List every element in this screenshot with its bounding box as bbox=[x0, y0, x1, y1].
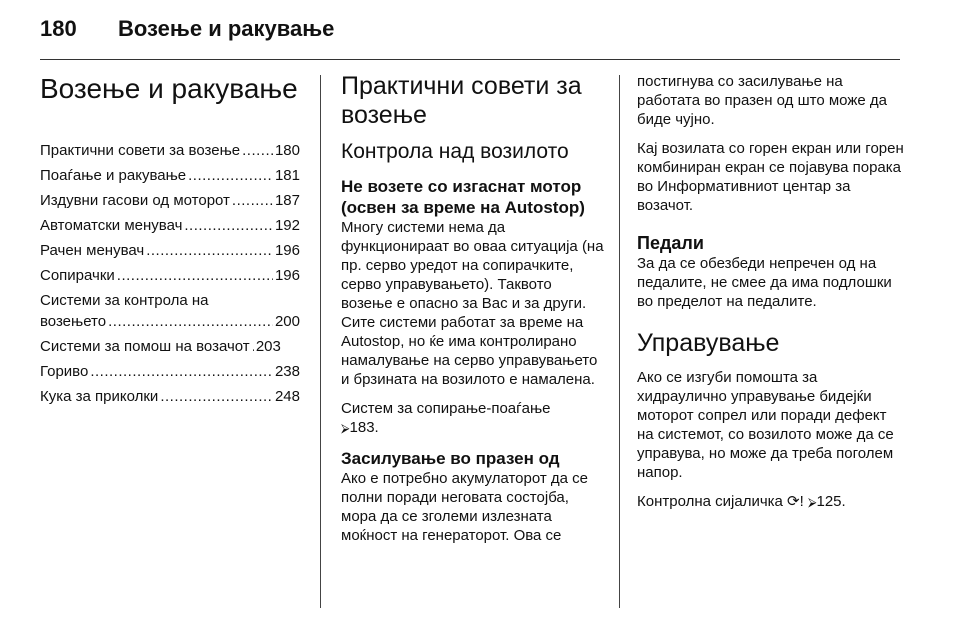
toc-entry-text: Кука за приколки bbox=[40, 388, 159, 405]
paragraph-display-message: Кај возилата со горен екран или горен комбиниран екран се појавува порака во Информативниот центар за возачот. bbox=[637, 140, 904, 214]
toc-entry-page: 187 bbox=[274, 192, 300, 209]
toc-entry-text: возењето bbox=[40, 313, 107, 330]
paragraph-engine-off: Многу системи нема да функционираат во оваа ситуација (на пр. серво уредот на сопирачките, серво управувањето). Таквото возење е опасно за Вас и за други. Сите системи работат за време на Autostop, но ќе има контролирано намалување на серво управувањето и брзината на возилото е намалена. bbox=[341, 219, 604, 388]
heading-engine-off bbox=[341, 176, 605, 218]
toc-entry-text-line1: Системи за контрола на bbox=[40, 292, 209, 309]
header-rule bbox=[40, 59, 900, 60]
heading-line1: Не возете со изгаснат мотор bbox=[341, 177, 582, 196]
page-header bbox=[40, 10, 910, 48]
paragraph-steering: Ако се изгуби помошта за хидраулично управување бидејќи моторот сопрел или поради дефект на системот, со возилото може да се управува, но може да треба поголем напор. bbox=[637, 369, 894, 481]
toc-entry-page: 238 bbox=[274, 363, 300, 380]
toc-entry-page: 203 bbox=[255, 338, 281, 355]
toc-leader bbox=[90, 361, 273, 382]
toc-leader bbox=[232, 190, 273, 211]
heading-line2: (освен за време на Autostop) bbox=[341, 198, 585, 217]
page-reference-link[interactable]: ⮚ 125. bbox=[808, 493, 846, 510]
paragraph-idle-boost: Ако е потребно акумулаторот да се полни поради неговата состојба, мора да се зголеми излезната моќност на генераторот. Ова се bbox=[341, 470, 589, 544]
toc-leader bbox=[146, 240, 273, 261]
toc-entry[interactable] bbox=[40, 336, 300, 357]
toc-entry-page: 196 bbox=[274, 267, 300, 284]
spacer bbox=[637, 321, 905, 329]
toc-entry-page: 200 bbox=[274, 313, 300, 330]
section-title-line1: Практични совети за bbox=[341, 72, 582, 100]
toc-leader bbox=[252, 336, 254, 357]
section-steering: Управување bbox=[637, 329, 780, 357]
toc-entry[interactable] bbox=[40, 215, 300, 236]
section-title-line2: возење bbox=[341, 101, 427, 129]
content-column-2 bbox=[341, 72, 605, 555]
toc-entry-text: Сопирачки bbox=[40, 267, 115, 284]
heading-pedals: Педали bbox=[637, 233, 704, 253]
toc-entry[interactable] bbox=[40, 240, 300, 261]
toc-leader bbox=[160, 386, 273, 407]
toc-leader bbox=[242, 140, 273, 161]
toc-entry-page: 248 bbox=[274, 388, 300, 405]
chapter-title: Возење и ракување bbox=[40, 73, 298, 104]
subsection-title: Контрола над возилото bbox=[341, 140, 569, 163]
spacer bbox=[637, 225, 905, 233]
toc-leader bbox=[184, 215, 273, 236]
brake-ref-text: Систем за сопирање-поаѓање bbox=[341, 400, 551, 417]
column-divider bbox=[320, 75, 321, 608]
toc-entry-text: Системи за помош на возачот bbox=[40, 338, 250, 355]
toc-entry-page: 181 bbox=[274, 167, 300, 184]
toc-leader bbox=[117, 265, 273, 286]
toc-leader bbox=[188, 165, 273, 186]
heading-idle-boost: Засилување во празен од bbox=[341, 449, 560, 468]
page-number: 180 bbox=[40, 16, 77, 41]
toc-entry[interactable] bbox=[40, 190, 300, 211]
toc-entry[interactable] bbox=[40, 140, 300, 161]
warning-lamp-text: Контролна сијаличка ⟳! bbox=[637, 493, 808, 510]
page-reference-link[interactable]: ⮚ 183. bbox=[341, 419, 379, 436]
toc-entry[interactable] bbox=[40, 265, 300, 286]
paragraph-brake-ref bbox=[341, 399, 605, 438]
toc-entry-page: 180 bbox=[274, 142, 300, 159]
toc-entry[interactable] bbox=[40, 165, 300, 186]
toc-entry-text: Поаѓање и ракување bbox=[40, 167, 187, 184]
paragraph-warning-lamp bbox=[637, 492, 905, 512]
toc-entry-text: Рачен менувач bbox=[40, 242, 145, 259]
column-divider bbox=[619, 75, 620, 608]
section-title bbox=[341, 72, 605, 130]
toc-entry-page: 192 bbox=[274, 217, 300, 234]
toc-entry[interactable] bbox=[40, 290, 300, 332]
content-column-3 bbox=[637, 72, 905, 522]
toc-entry-text: Гориво bbox=[40, 363, 89, 380]
toc-entry[interactable] bbox=[40, 361, 300, 382]
paragraph-pedals: За да се обезбеди непречен од на педалите, не смее да има подлошки во пределот на педалите. bbox=[637, 255, 892, 310]
table-of-contents bbox=[40, 140, 300, 407]
toc-entry-text: Практични совети за возење bbox=[40, 142, 241, 159]
running-title: Возење и ракување bbox=[118, 16, 335, 41]
toc-entry-page: 196 bbox=[274, 242, 300, 259]
toc-entry-text: Автоматски менувач bbox=[40, 217, 183, 234]
toc-column bbox=[40, 72, 300, 411]
toc-entry-text: Издувни гасови од моторот bbox=[40, 192, 230, 209]
paragraph-continued: постигнува со засилување на работата во празен од што може да биде чујно. bbox=[637, 73, 887, 128]
toc-leader bbox=[108, 311, 273, 332]
toc-entry[interactable] bbox=[40, 386, 300, 407]
